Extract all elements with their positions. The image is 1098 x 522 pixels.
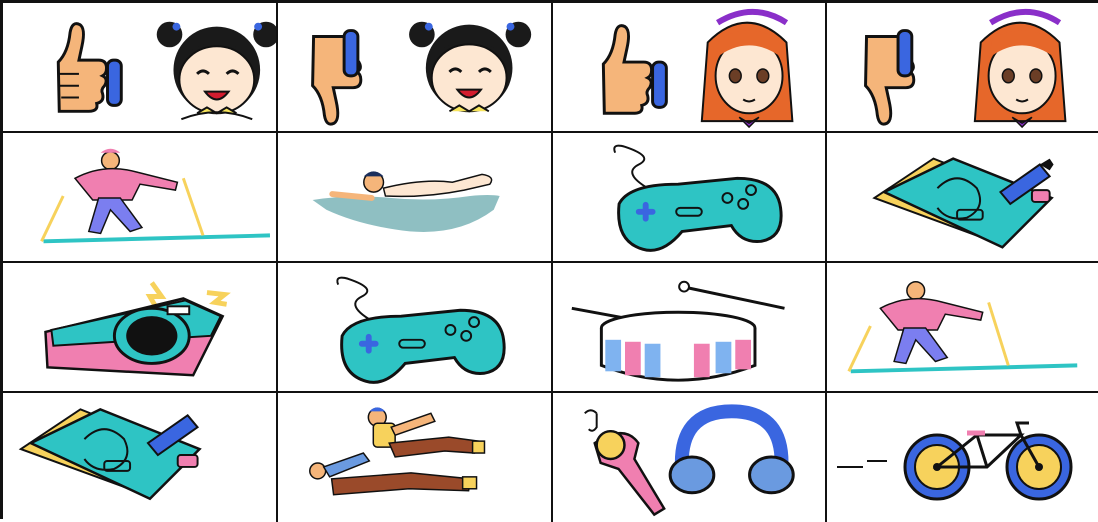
cell-karaoke-music	[553, 393, 827, 522]
cell-thumbs-up-orange-hair-girl	[553, 3, 827, 133]
skiing-icon	[3, 133, 276, 261]
cell-skiing	[3, 133, 278, 263]
game-controller-icon	[278, 263, 551, 391]
cell-thumbs-down-orange-hair-girl	[827, 3, 1098, 133]
cell-game-controller	[553, 133, 827, 263]
thumbs-up-icon	[58, 24, 121, 112]
thumbs-down-icon	[866, 31, 914, 125]
girl-orange-hair-icon	[702, 12, 793, 127]
cell-drum	[553, 263, 827, 393]
cell-skiing-2	[827, 263, 1098, 393]
cell-camera	[3, 263, 278, 393]
cell-drawing	[827, 133, 1098, 263]
girl-orange-hair-icon	[975, 12, 1066, 127]
cell-bicycle	[827, 393, 1098, 522]
drawing-icon	[3, 393, 276, 522]
swimming-icon	[278, 133, 551, 261]
game-controller-icon	[553, 133, 825, 261]
thumbs-down-icon	[313, 31, 361, 125]
cell-drawing-2	[3, 393, 278, 522]
thumbs-up-icon	[603, 26, 666, 114]
cell-game-controller-2	[278, 263, 553, 393]
bicycle-icon	[827, 393, 1098, 522]
happy-girl-black-hair-icon	[409, 22, 531, 112]
cell-swimming	[278, 133, 553, 263]
climbing-icon	[278, 393, 551, 522]
cell-climbing	[278, 393, 553, 522]
cell-thumbs-up-black-hair-girl	[3, 3, 278, 133]
drawing-icon	[827, 133, 1098, 261]
camera-icon	[3, 263, 276, 391]
skiing-icon	[827, 263, 1098, 391]
drum-icon	[553, 263, 825, 391]
happy-girl-black-hair-icon	[157, 22, 276, 119]
karaoke-music-icon	[553, 393, 825, 522]
cell-thumbs-down-black-hair-girl	[278, 3, 553, 133]
